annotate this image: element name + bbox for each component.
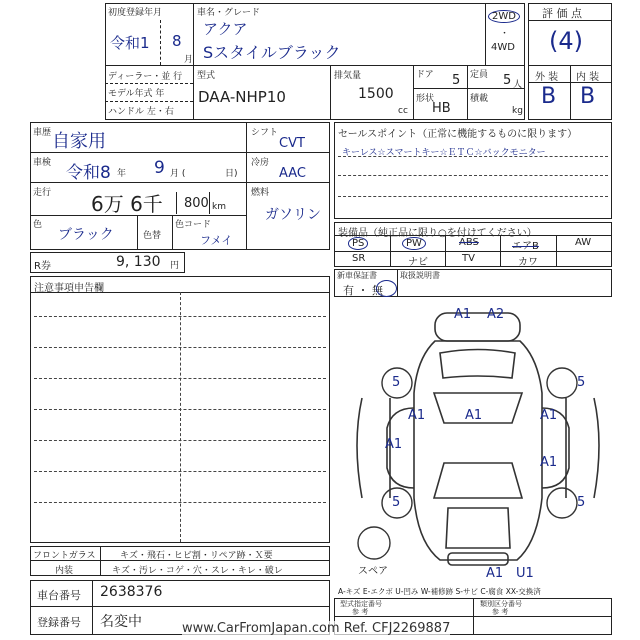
shape-label: 形状 [416, 94, 435, 104]
equipment-label: 装備品（純正品に限り○を付けてください） [338, 228, 537, 239]
drive-4wd: 4WD [491, 42, 515, 53]
registration-label: 登録番号 [37, 616, 81, 629]
color: ブラック [58, 227, 114, 243]
equip-pw: PW [402, 237, 426, 250]
capacity: 5 [503, 73, 512, 88]
car-damage-diagram [332, 298, 612, 588]
fuel: ガソリン [265, 207, 321, 223]
equip-tv: TV [462, 253, 475, 264]
mark-rear-u1: U1 [516, 566, 534, 581]
mark-wheel-rl: 5 [392, 495, 401, 510]
month-unit: 月 [184, 55, 194, 65]
watermark-text: www.CarFromJapan.com Ref. CFJ2269887 [182, 621, 451, 636]
warranty-circle [376, 280, 397, 297]
eval-label: 評 価 点 [542, 7, 582, 20]
car-name-label: 車名・グレード [197, 8, 261, 18]
chassis-number: 2638376 [100, 584, 163, 600]
recycle-section [30, 252, 185, 273]
inspection-month: 9 [154, 158, 165, 178]
ac: AAC [279, 166, 306, 181]
mark-right-rear-a1: A1 [540, 455, 558, 470]
displacement: 1500 [358, 86, 394, 102]
grade: Sスタイルブラック [203, 43, 341, 62]
type-designation-label: 型式指定番号 [340, 600, 382, 608]
fuel-label: 燃料 [251, 188, 270, 198]
type-label: 型式 [197, 71, 216, 81]
front-glass-label: フロントガラス [33, 551, 96, 561]
sales-points-text: キーレス☆スマートキー☆ＥＴＣ☆バックモニター [342, 148, 546, 158]
ref-label-right: 参 考 [492, 608, 509, 616]
interior-cond-text: キズ・汚レ・コゲ・穴・スレ・キレ・破レ [112, 566, 283, 576]
category-label: 類別区分番号 [480, 600, 522, 608]
warranty-label: 新車保証書 [337, 271, 377, 280]
inspection-label: 車検 [33, 158, 52, 168]
capacity-unit: 人 [513, 80, 523, 90]
cc-unit: cc [398, 106, 408, 116]
mark-left-door-a1: A1 [408, 408, 426, 423]
capacity-label: 定員 [470, 70, 489, 80]
equip-abs: ABS [459, 237, 479, 248]
kg-unit: kg [512, 106, 523, 116]
eval-score: (4) [549, 27, 583, 55]
model-code: DAA-NHP10 [198, 88, 286, 106]
mileage-handwritten: 6万 6千 [91, 192, 163, 216]
notes-label: 注意事項申告欄 [34, 283, 104, 294]
shift: CVT [279, 136, 305, 151]
drive-2wd: 2WD [488, 10, 520, 23]
shift-label: シフト [251, 128, 279, 138]
mark-left-side-a1: A1 [385, 437, 403, 452]
ac-label: 冷房 [251, 158, 270, 168]
first-reg-era: 令和1 [110, 34, 150, 52]
mark-rear-a1: A1 [486, 566, 504, 581]
first-reg-month: 8 [172, 32, 182, 50]
equip-aw: AW [575, 237, 592, 248]
color-code-label: 色コード [175, 220, 212, 230]
ref-label-left: 参 考 [352, 608, 369, 616]
mark-roof-a1: A1 [465, 408, 483, 423]
displacement-label: 排気量 [334, 71, 362, 81]
warranty-value: 有 ・ 無 [343, 284, 383, 297]
equip-ps: PS [348, 237, 368, 250]
color-code: フメイ [200, 234, 233, 247]
manual-label: 取扱説明書 [400, 271, 440, 280]
usage-label: 車歴 [33, 128, 52, 138]
mark-wheel-fl: 5 [392, 375, 401, 390]
interior-grade: B [580, 84, 596, 109]
yen-unit: 円 [170, 261, 180, 271]
mark-front-a2: A2 [487, 307, 505, 322]
mileage-small: 800 [184, 196, 209, 211]
drive-dot: ・ [500, 29, 510, 39]
recycle-amount: 9, 130 [116, 254, 161, 270]
color-change-label: 色替 [143, 231, 162, 241]
inspection-month-unit: 月 ( [170, 169, 186, 179]
damage-legend: A-キズ E-エクボ U-凹み W-補修跡 S-サビ C-腐食 XX-交換済 [338, 587, 541, 596]
load-label: 積載 [470, 94, 489, 104]
equip-airbag: エアB [512, 241, 539, 252]
chassis-label: 車台番号 [37, 589, 81, 602]
mark-right-door-a1: A1 [540, 408, 558, 423]
shape: HB [432, 101, 451, 116]
interior-cond-label: 内装 [55, 566, 74, 576]
color-label: 色 [33, 220, 43, 230]
mark-wheel-rr: 5 [577, 495, 586, 510]
first-reg-label: 初度登録年月 [108, 8, 163, 18]
doors: 5 [452, 73, 461, 88]
dealer-label: ディーラー・並 行 [108, 72, 183, 82]
sales-points-label: セールスポイント（正常に機能するものに限ります） [338, 129, 578, 140]
registration-number: 名変中 [100, 614, 142, 630]
exterior-label: 外 装 [535, 72, 559, 83]
inspection-year: 令和8 [66, 163, 111, 183]
mark-wheel-fr: 5 [577, 375, 586, 390]
equip-sr: SR [352, 253, 366, 264]
usage: 自家用 [52, 131, 106, 152]
interior-label: 内 装 [576, 72, 600, 83]
handle-label: ハンドル 左・右 [108, 107, 174, 117]
mileage-label: 走行 [33, 188, 52, 198]
car-name: アクア [203, 20, 248, 38]
equip-navi: ナビ [408, 257, 428, 268]
km-unit: km [212, 202, 226, 212]
mark-front-a1: A1 [454, 307, 472, 322]
spare-label: スペア [358, 566, 388, 577]
recycle-label: R券 [34, 261, 51, 272]
equip-leather: カワ [518, 257, 538, 268]
exterior-grade: B [541, 84, 557, 109]
model-year-label: モデル年式 年 [108, 89, 165, 99]
inspection-day-unit: 日) [225, 169, 238, 179]
year-unit: 年 [117, 169, 127, 179]
door-label: ドア [416, 70, 434, 80]
front-glass-text: キズ・飛石・ヒビ割・リペア跡・Ｘ要 [120, 551, 273, 561]
